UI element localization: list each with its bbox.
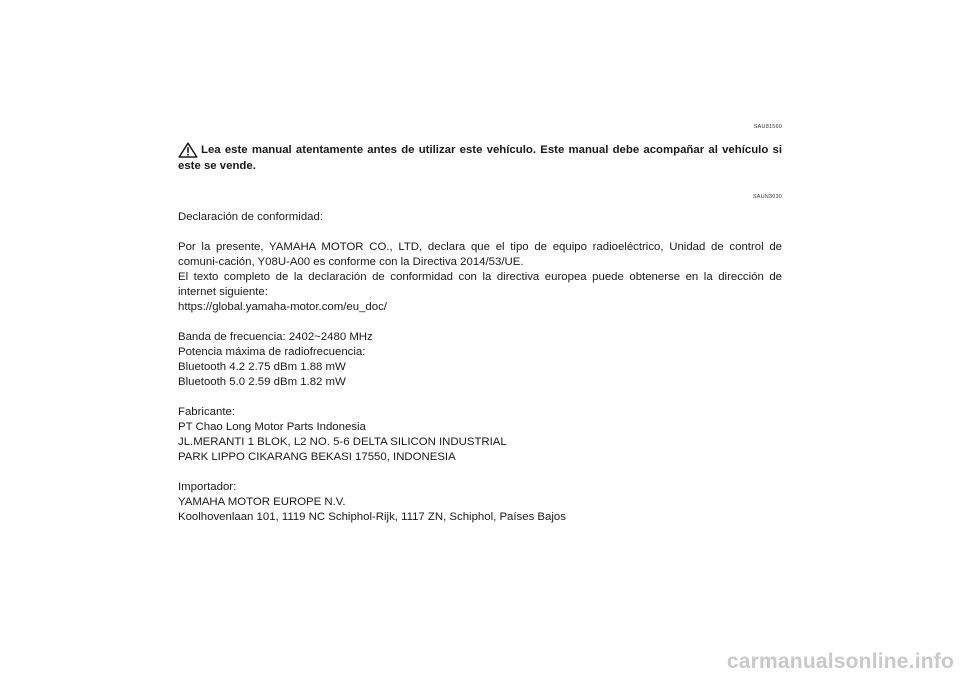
warning-text: Lea este manual atentamente antes de utilizar este vehículo. Este manual debe acompañar al vehículo si este se vende.	[178, 144, 782, 172]
warning-notice	[178, 142, 782, 174]
importer-name: YAMAHA MOTOR EUROPE N.V.	[178, 496, 346, 508]
watermark: carmanualsonline.info	[726, 650, 954, 673]
importer-address: Koolhovenlaan 101, 1119 NC Schiphol-Rijk, 1117 ZN, Schiphol, Países Bajos	[178, 511, 566, 523]
warning-triangle-icon	[178, 142, 198, 158]
declaration-url: https://global.yamaha-motor.com/eu_doc/	[178, 301, 387, 313]
manufacturer-label: Fabricante:	[178, 406, 235, 418]
max-power-label: Potencia máxima de radiofrecuencia:	[178, 346, 366, 358]
manufacturer-name: PT Chao Long Motor Parts Indonesia	[178, 421, 366, 433]
declaration-paragraph: El texto completo de la declaración de conformidad con la directiva europea puede obtenerse en la dirección de internet siguiente:	[178, 271, 782, 298]
manufacturer-address: JL.MERANTI 1 BLOK, L2 NO. 5-6 DELTA SILICON INDUSTRIAL	[178, 436, 507, 448]
declaration-section	[178, 210, 782, 525]
reference-code: SAU81560	[753, 124, 782, 130]
importer-label: Importador:	[178, 481, 237, 493]
bluetooth-spec: Bluetooth 4.2 2.75 dBm 1.88 mW	[178, 361, 346, 373]
manufacturer-address: PARK LIPPO CIKARANG BEKASI 17550, INDONESIA	[178, 451, 456, 463]
frequency-band: Banda de frecuencia: 2402~2480 MHz	[178, 331, 373, 343]
bluetooth-spec: Bluetooth 5.0 2.59 dBm 1.82 mW	[178, 376, 346, 388]
declaration-paragraph: Por la presente, YAMAHA MOTOR CO., LTD, declara que el tipo de equipo radioeléctrico, Unidad de control de comuni-cación, Y08U-A00 es conforme con la Directiva 2014/53/UE.	[178, 241, 782, 268]
declaration-title: Declaración de conformidad:	[178, 211, 323, 223]
reference-code: SAUN3030	[752, 194, 782, 200]
